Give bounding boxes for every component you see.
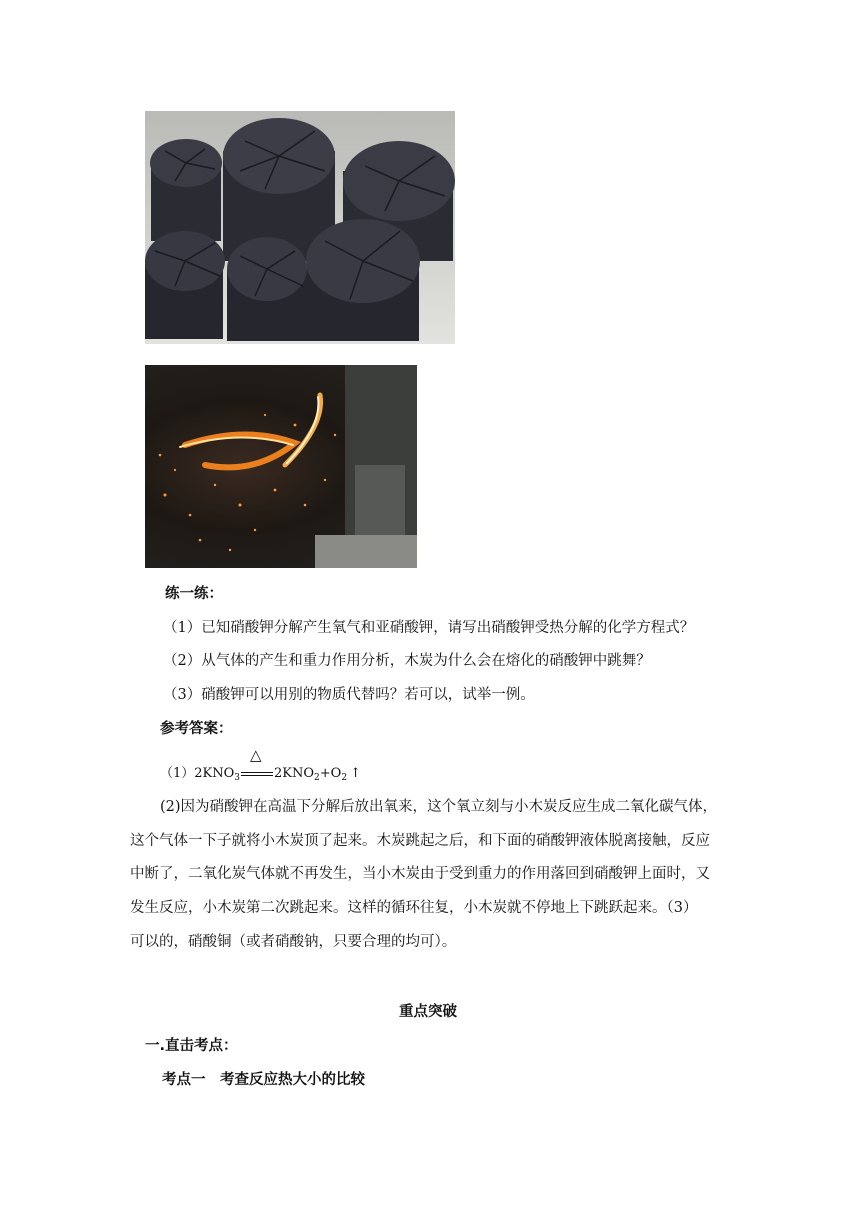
eq-plus: +O — [319, 766, 342, 781]
charcoal-illustration — [145, 111, 455, 344]
gas-arrow: ↑ — [350, 766, 361, 781]
heat-symbol: △ — [250, 746, 262, 764]
eq-mid: 2KNO — [274, 766, 315, 781]
answer-line-4: 发生反应，小木炭第二次跳起来。这样的循环往复，小木炭就不停地上下跳跃起来。（3） — [130, 900, 698, 916]
practice-heading: 练一练： — [165, 586, 223, 602]
question-2: （2）从气体的产生和重力作用分析，木炭为什么会在熔化的硝酸钾中跳舞？ — [163, 653, 651, 669]
answer-line-2: 这个气体一下子就将小木炭顶了起来。木炭跳起之后，和下面的硝酸钾液体脱离接触，反应 — [130, 833, 710, 849]
question-1: （1）已知硝酸钾分解产生氧气和亚硝酸钾，请写出硝酸钾受热分解的化学方程式？ — [163, 620, 695, 636]
answer-heading: 参考答案： — [160, 721, 233, 737]
chemical-equation — [160, 746, 361, 784]
eq-sub-2: 2 — [314, 773, 320, 783]
reaction-condition — [241, 746, 273, 777]
question-3: （3）硝酸钾可以用别的物质代替吗？若可以，试举一例。 — [163, 687, 535, 703]
section-title: 重点突破 — [399, 1004, 457, 1020]
eq-sub-1: 3 — [234, 773, 241, 783]
eq-sub-3: 2 — [341, 773, 348, 783]
answer-line-1: (2)因为硝酸钾在高温下分解后放出氧来，这个氧立刻与小木炭反应生成二氧化碳气体， — [160, 799, 718, 815]
sparks-photo — [145, 365, 417, 568]
eq-prefix: （1）2KNO — [160, 766, 235, 781]
topic-heading: 考点一 考查反应热大小的比较 — [162, 1072, 365, 1088]
charcoal-photo — [145, 111, 455, 344]
sparks-illustration — [145, 365, 417, 568]
section-subheading: 一.直击考点： — [145, 1038, 238, 1054]
answer-line-5: 可以的，硝酸铜（或者硝酸钠，只要合理的均可）。 — [130, 934, 457, 950]
equal-bars — [241, 772, 273, 776]
answer-line-3: 中断了，二氧化炭气体就不再发生，当小木炭由于受到重力的作用落回到硝酸钾上面时，又 — [130, 866, 710, 882]
